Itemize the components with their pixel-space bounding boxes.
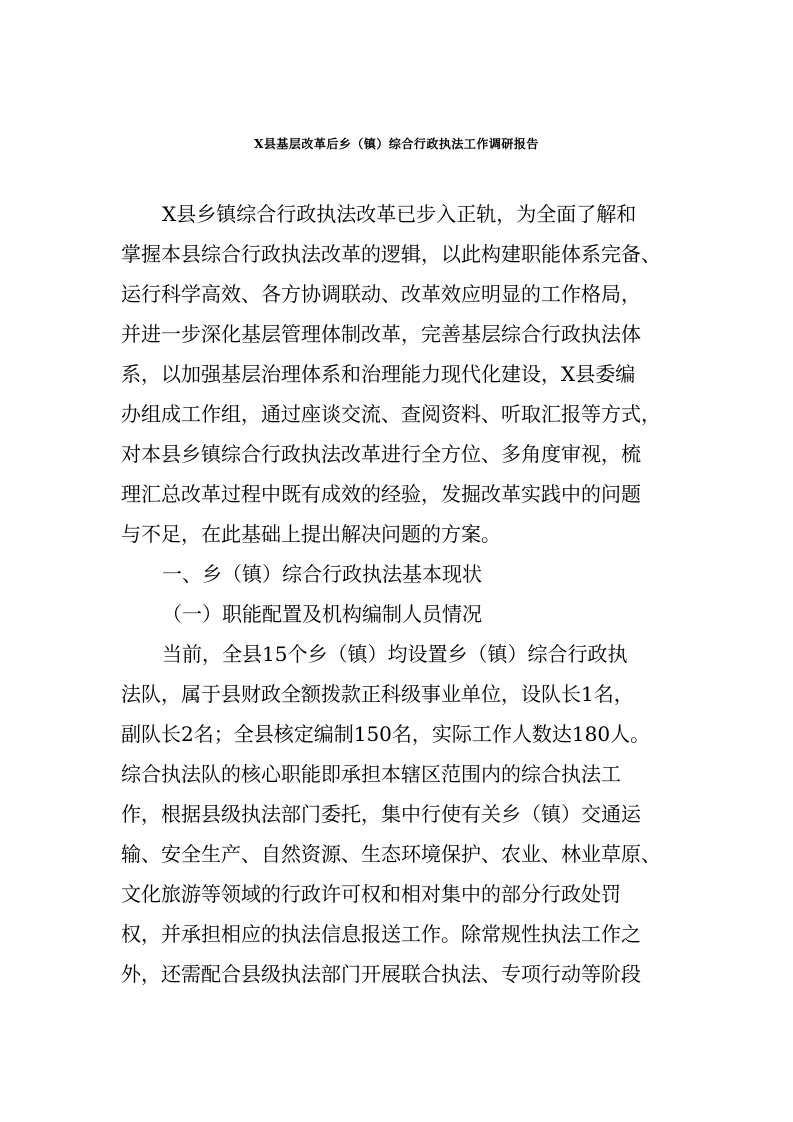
paragraph-line: 与不足，在此基础上提出解决问题的方案。 xyxy=(121,522,501,546)
paragraph-line: 办组成工作组，通过座谈交流、查阅资料、听取汇报等方式， xyxy=(121,402,661,426)
paragraph-line: 输、安全生产、自然资源、生态环境保护、农业、林业草原、 xyxy=(121,842,661,866)
paragraph-line: 并进一步深化基层管理体制改革，完善基层综合行政执法体 xyxy=(121,322,641,346)
paragraph-line: 综合执法队的核心职能即承担本辖区范围内的综合执法工 xyxy=(121,762,621,786)
paragraph-line: 对本县乡镇综合行政执法改革进行全方位、多角度审视，梳 xyxy=(121,442,641,466)
paragraph-line: 外，还需配合县级执法部门开展联合执法、专项行动等阶段 xyxy=(121,962,641,986)
subsection-heading: （一）职能配置及机构编制人员情况 xyxy=(162,602,482,626)
document-title: X县基层改革后乡（镇）综合行政执法工作调研报告 xyxy=(254,137,539,151)
paragraph-line: 运行科学高效、各方协调联动、改革效应明显的工作格局， xyxy=(121,282,641,306)
paragraph-line: 权，并承担相应的执法信息报送工作。除常规性执法工作之 xyxy=(121,922,641,946)
paragraph-line: 掌握本县综合行政执法改革的逻辑，以此构建职能体系完备、 xyxy=(121,242,661,266)
paragraph-line: 文化旅游等领域的行政许可权和相对集中的部分行政处罚 xyxy=(121,882,621,906)
paragraph-line: 副队长2名；全县核定编制150名，实际工作人数达180人。 xyxy=(121,722,651,746)
paragraph-line: 当前，全县15个乡（镇）均设置乡（镇）综合行政执 xyxy=(162,642,628,666)
paragraph-line: 系，以加强基层治理体系和治理能力现代化建设，X县委编 xyxy=(121,362,636,386)
paragraph-line: 法队，属于县财政全额拨款正科级事业单位，设队长1名， xyxy=(121,682,634,706)
paragraph-line: 作，根据县级执法部门委托，集中行使有关乡（镇）交通运 xyxy=(121,802,641,826)
paragraph-line: 理汇总改革过程中既有成效的经验，发掘改革实践中的问题 xyxy=(121,482,641,506)
section-heading: 一、乡（镇）综合行政执法基本现状 xyxy=(162,562,482,586)
paragraph-line: X县乡镇综合行政执法改革已步入正轨，为全面了解和 xyxy=(162,202,637,226)
